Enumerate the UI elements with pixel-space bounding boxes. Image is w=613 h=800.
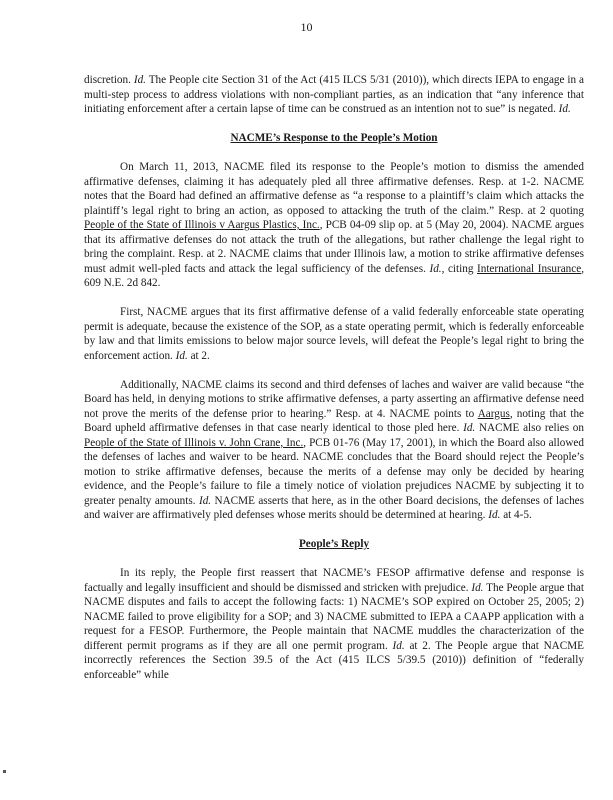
section-heading-nacme-response: NACME’s Response to the People’s Motion bbox=[230, 132, 438, 144]
scan-speck bbox=[3, 770, 6, 773]
paragraph-3: First, NACME argues that its first affirmative defense of a valid federally enforceable state operating permit is adequate, because the existence of the SOP, as a state operating permit, which is federally enforceable by law and that limits emissions to below major source levels, will defeat the People’s legal right to bring the enforcement action. Id. at 2. bbox=[84, 306, 584, 362]
page-number: 10 bbox=[300, 20, 313, 34]
paragraph-1: discretion. Id. The People cite Section 31 of the Act (415 ILCS 5/31 (2010)), which directs IEPA to engage in a multi-step process to address violations with non-compliant parties, as an indication that “any inference that initiating enforcement after a certain lapse of time can be construed as an intention not to sue” is negated. Id. bbox=[84, 74, 584, 115]
section-heading-peoples-reply: People’s Reply bbox=[298, 538, 370, 550]
paragraph-2: On March 11, 2013, NACME filed its response to the People’s motion to dismiss the amended affirmative defenses, claiming it has adequately pled all three affirmative defenses. Resp. at 1-2. NACME notes that the Board had defined an affirmative defense as “a response to a plaintiff’s claim which attacks the plaintiff’s legal right to bring an action, as opposed to attacking the truth of the claim.” Resp. at 2 quoting People of the State of Illinois v Aargus Plastics, Inc., PCB 04-09 slip op. at 5 (May 20, 2004). NACME argues that its affirmative defenses do not attack the truth of the allegations, but rather challenge the legal right to bring the complaint. Resp. at 2. NACME claims that under Illinois law, a motion to strike affirmative defenses must admit well-pled facts and attack the legal sufficiency of the defenses. Id., citing International Insurance, 609 N.E. 2d 842. bbox=[84, 161, 585, 289]
paragraph-4: Additionally, NACME claims its second and third defenses of laches and waiver are valid because “the Board has held, in denying motions to strike affirmative defenses, a party asserting an affirmative defense need not prove the merits of the defense prior to hearing.” Resp. at 4. NACME points to Aargus, noting that the Board upheld affirmative defenses in that case nearly identical to those pled here. Id. NACME also relies on People of the State of Illinois v. John Crane, Inc., PCB 01-76 (May 17, 2001), in which the Board also allowed the defenses of laches and waiver to be heard. NACME concludes that the Board should reject the People’s motion to strike affirmative defenses, because the merits of a defense may only be decided by hearing evidence, and the People’s failure to file a timely notice of violation prejudices NACME by subjecting it to greater penalty amounts. Id. NACME asserts that here, as in the other Board decisions, the defenses of laches and waiver are affirmatively pled defenses whose merits should be determined at hearing. Id. at 4-5. bbox=[84, 378, 585, 521]
paragraph-5: In its reply, the People first reassert that NACME’s FESOP affirmative defense and response is factually and legally insufficient and should be dismissed and stricken with prejudice. Id. The People argue that NACME disputes and fails to accept the following facts: 1) NACME’s SOP expired on October 25, 2005; 2) NACME failed to prove eligibility for a SOP; and 3) NACME submitted to IEPA a CAAPP application with a request for a FESOP. Furthermore, the People maintain that NACME muddles the characterization of the different permit programs as if they are all one permit program. Id. at 2. The People argue that NACME incorrectly references the Section 39.5 of the Act (415 ILCS 5/39.5 (2010)) definition of “federally enforceable” while bbox=[84, 567, 584, 681]
document-body bbox=[84, 73, 584, 682]
